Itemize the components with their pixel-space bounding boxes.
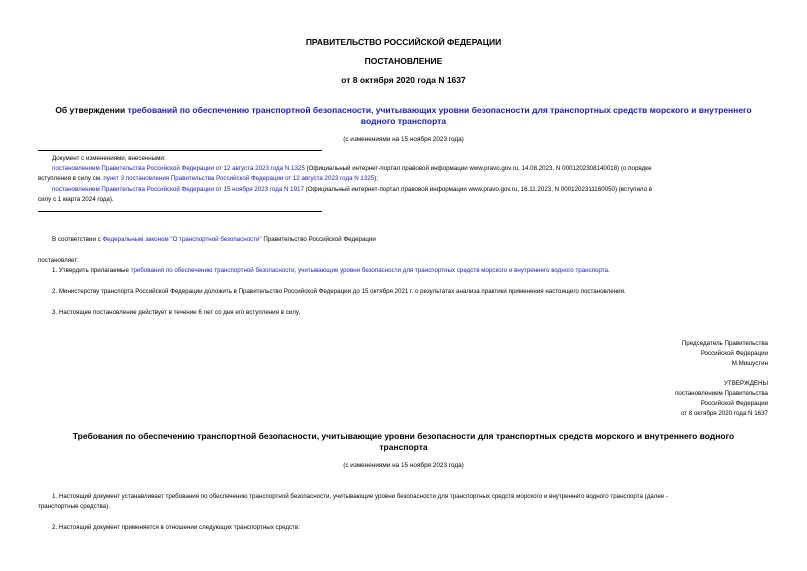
- amendment-1325-source: (Официальный интернет-портал правовой информации www.pravo.gov.ru, 14.08.2023, N 0001202308140018) (о порядке: [304, 165, 652, 172]
- item-3: 3. Настоящее постановление действует в течение 6 лет со дня его вступления в силу.: [52, 309, 301, 316]
- item-1: [52, 266, 782, 276]
- divider-bottom: [38, 211, 322, 212]
- requirements-item-2: 2. Настоящий документ применяется в отношении следующих транспортных средств:: [52, 524, 300, 531]
- approved-country: Российской Федерации: [700, 400, 768, 407]
- approved-date: от 8 октября 2020 года N 1637: [680, 410, 768, 417]
- preamble: [52, 235, 376, 245]
- signature-country: Российской Федерации: [700, 350, 768, 357]
- approved-heading: УТВЕРЖДЕНЫ: [724, 380, 768, 387]
- federal-law-link[interactable]: Федеральным законом "О транспортной безопасности": [102, 236, 262, 243]
- signature-name: М.Мишустин: [731, 360, 768, 367]
- requirements-title-line2: транспорта: [379, 442, 428, 452]
- amendment-link-1325[interactable]: постановлением Правительства Российской Федерации от 12 августа 2023 года N 1325: [52, 165, 305, 172]
- approved-by: постановлением Правительства: [675, 390, 768, 397]
- amendment-1917-source: (Официальный интернет-портал правовой информации www.pravo.gov.ru, 16.11.2023, N 0001202311160050) (вступило в: [303, 186, 653, 193]
- title-prefix: Об утверждении: [55, 105, 128, 115]
- preamble-start: В соответствии с: [52, 236, 103, 243]
- amendment-1325-end: );: [374, 175, 378, 182]
- item-1-start: 1. Утвердить прилагаемые: [52, 267, 131, 274]
- title-link[interactable]: требований по обеспечению транспортной безопасности, учитывающих уровни безопасности для транспортных средств морского и внутреннего: [127, 105, 752, 115]
- approved-block: [500, 379, 768, 419]
- government-heading: ПРАВИТЕЛЬСТВО РОССИЙСКОЙ ФЕДЕРАЦИИ: [305, 37, 502, 47]
- document-title: [0, 105, 807, 127]
- requirements-link[interactable]: требования по обеспечению транспортной безопасности, учитывающие уровни безопасности для транспортных средств морского и внутреннего водного транспорта: [130, 267, 609, 274]
- changes-heading: Документ с изменениями, внесенными:: [52, 155, 166, 162]
- amendment-1917-note: силу с 1 марта 2024 года).: [38, 196, 114, 203]
- document-date-number: от 8 октября 2020 года N 1637: [341, 75, 466, 85]
- title-link-continued[interactable]: водного транспорта: [360, 116, 447, 126]
- requirements-item-1: [38, 492, 768, 512]
- preamble-end: Правительство Российской Федерации: [261, 236, 376, 243]
- item-2: 2. Министерству транспорта Российской Федерации доложить в Правительство Российской Федерации до 15 октября 2021 г. о результатах анализа практики применения настоящего постановления.: [52, 288, 626, 295]
- decides-label: постановляет:: [38, 257, 79, 264]
- item-1-end: .: [608, 267, 610, 274]
- signature-position: Председатель Правительства: [681, 340, 768, 347]
- requirements-title: [0, 431, 807, 453]
- amendment-1325-point3-link[interactable]: пункт 3 постановления Правительства Российской Федерации от 12 августа 2023 года N 1325: [103, 175, 375, 182]
- requirements-title-line1: Требования по обеспечению транспортной безопасности, учитывающие уровни безопасности для транспортных средств морского и внутреннего водного: [72, 431, 735, 441]
- requirements-item-1-line2: транспортные средства).: [38, 503, 110, 510]
- amendment-link-1917[interactable]: постановлением Правительства Российской Федерации от 15 ноября 2023 года N 1917: [52, 186, 304, 193]
- changes-item-1: [38, 164, 768, 184]
- changes-item-2: [38, 185, 768, 205]
- amendment-note: (с изменениями на 15 ноября 2023 года): [343, 136, 464, 143]
- document-type: ПОСТАНОВЛЕНИЕ: [364, 56, 443, 66]
- divider-top: [38, 150, 322, 151]
- requirements-amendment-note: (с изменениями на 15 ноября 2023 года): [343, 462, 464, 469]
- requirements-item-1-line1: 1. Настоящий документ устанавливает требования по обеспечению транспортной безопасности, учитывающие уровни безопасности для транспортных средств морского и внутреннего водного транспорта (далее -: [52, 493, 669, 500]
- amendment-1325-note: вступления в силу см.: [38, 175, 104, 182]
- signature-block: [500, 339, 768, 369]
